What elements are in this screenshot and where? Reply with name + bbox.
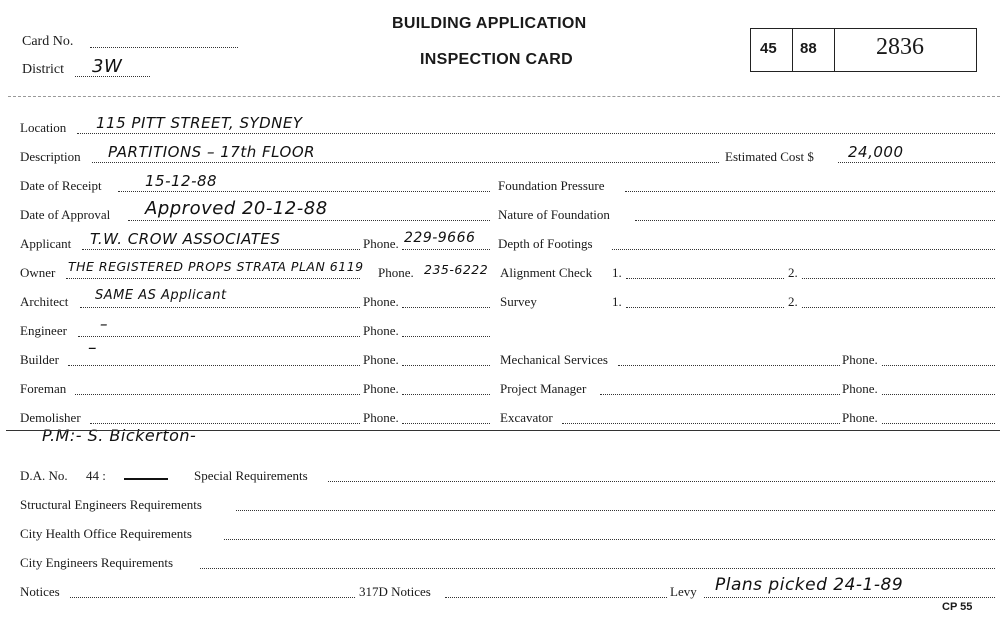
header-divider	[8, 96, 1000, 97]
foundation-pressure-label: Foundation Pressure	[498, 178, 605, 193]
pm-note: P.M:- S. Bickerton-	[42, 426, 197, 445]
foreman-phone-line	[402, 394, 490, 395]
district-line	[75, 76, 150, 77]
owner-value: THE REGISTERED PROPS STRATA PLAN 6119	[68, 259, 364, 274]
applicant-line	[82, 249, 360, 250]
applicant-label: Applicant	[20, 236, 72, 251]
location-value: 115 PITT STREET, SYDNEY	[96, 114, 303, 132]
builder-label: Builder	[20, 352, 59, 367]
city-engineers-label: City Engineers Requirements	[20, 555, 174, 570]
district-label: District	[22, 62, 64, 77]
project-manager-line	[600, 394, 840, 395]
architect-line	[80, 307, 360, 308]
owner-line	[66, 278, 360, 279]
architect-label: Architect	[20, 294, 69, 309]
special-requirements-line	[328, 481, 995, 482]
demolisher-phone-line	[402, 423, 490, 424]
demolisher-label: Demolisher	[20, 410, 81, 425]
excavator-line	[562, 423, 840, 424]
foreman-line	[75, 394, 360, 395]
box-b: 88	[800, 40, 817, 57]
foundation-pressure-line	[625, 191, 995, 192]
project-manager-label: Project Manager	[500, 381, 587, 396]
description-line	[92, 162, 719, 163]
levy-line	[704, 597, 995, 598]
card-no-label: Card No.	[22, 34, 74, 49]
owner-phone-value: 235-6222	[424, 262, 489, 277]
survey-2-line	[802, 307, 995, 308]
city-engineers-line	[200, 568, 995, 569]
da-label: D.A. No.	[20, 468, 68, 483]
engineer-phone-label: Phone.	[363, 323, 399, 338]
date-approval-value: Approved 20-12-88	[145, 198, 328, 219]
title-line2: INSPECTION CARD	[420, 51, 573, 68]
card-no-line	[90, 47, 238, 48]
engineer-label: Engineer	[20, 323, 67, 338]
demolisher-line	[90, 423, 360, 424]
excavator-label: Excavator	[500, 410, 553, 425]
survey-1-label: 1.	[612, 294, 622, 309]
location-label: Location	[20, 120, 67, 135]
health-label: City Health Office Requirements	[20, 526, 192, 541]
date-receipt-line	[118, 191, 490, 192]
notices-317d-label: 317D Notices	[359, 584, 431, 599]
notices-line	[70, 597, 355, 598]
owner-label: Owner	[20, 265, 56, 280]
da-handwritten-dash	[124, 478, 168, 480]
levy-label: Levy	[670, 584, 697, 599]
alignment-2-label: 2.	[788, 265, 798, 280]
survey-label: Survey	[500, 294, 537, 309]
mechanical-line	[618, 365, 840, 366]
architect-value: SAME AS Applicant	[95, 288, 227, 303]
foreman-label: Foreman	[20, 381, 67, 396]
form-code: CP 55	[942, 601, 973, 613]
structural-line	[236, 510, 995, 511]
special-requirements-label: Special Requirements	[194, 468, 308, 483]
notices-317d-line	[445, 597, 667, 598]
box-a: 45	[760, 40, 777, 57]
nature-foundation-line	[635, 220, 995, 221]
card-number-box	[750, 28, 977, 72]
architect-phone-line	[402, 307, 490, 308]
estimated-cost-value: 24,000	[848, 143, 904, 161]
project-manager-phone-line	[882, 394, 995, 395]
notices-label: Notices	[20, 584, 60, 599]
estimated-cost-label: Estimated Cost $	[725, 149, 814, 164]
estimated-cost-line	[838, 162, 995, 163]
health-line	[224, 539, 995, 540]
date-receipt-value: 15-12-88	[145, 172, 218, 190]
da-prefix: 44 :	[86, 468, 106, 483]
description-value: PARTITIONS – 17th FLOOR	[108, 143, 316, 161]
depth-footings-label: Depth of Footings	[498, 236, 593, 251]
excavator-phone-label: Phone.	[842, 410, 878, 425]
survey-1-line	[626, 307, 784, 308]
depth-footings-line	[612, 249, 995, 250]
alignment-2-line	[802, 278, 995, 279]
applicant-phone-value: 229-9666	[404, 230, 476, 246]
project-manager-phone-label: Phone.	[842, 381, 878, 396]
builder-phone-line	[402, 365, 490, 366]
survey-2-label: 2.	[788, 294, 798, 309]
date-approval-line	[128, 220, 490, 221]
levy-value: Plans picked 24-1-89	[715, 575, 904, 595]
excavator-phone-line	[882, 423, 995, 424]
nature-foundation-label: Nature of Foundation	[498, 207, 610, 222]
box-divider-2	[834, 28, 835, 72]
district-value: 3W	[92, 56, 123, 77]
owner-phone-label: Phone.	[378, 265, 414, 280]
title-line1: BUILDING APPLICATION	[392, 15, 587, 32]
engineer-line	[78, 336, 360, 337]
mechanical-phone-label: Phone.	[842, 352, 878, 367]
date-approval-label: Date of Approval	[20, 207, 111, 222]
section-divider	[6, 430, 1000, 431]
box-divider-1	[792, 28, 793, 72]
applicant-value: T.W. CROW ASSOCIATES	[90, 230, 281, 248]
architect-phone-label: Phone.	[363, 294, 399, 309]
applicant-phone-label: Phone.	[363, 236, 399, 251]
applicant-phone-line	[402, 249, 490, 250]
foreman-phone-label: Phone.	[363, 381, 399, 396]
engineer-phone-line	[402, 336, 490, 337]
demolisher-phone-label: Phone.	[363, 410, 399, 425]
alignment-1-line	[626, 278, 784, 279]
builder-line	[68, 365, 360, 366]
structural-label: Structural Engineers Requirements	[20, 497, 202, 512]
box-number: 2836	[876, 34, 924, 60]
mechanical-phone-line	[882, 365, 995, 366]
description-label: Description	[20, 149, 81, 164]
engineer-value: –	[100, 315, 108, 333]
date-receipt-label: Date of Receipt	[20, 178, 102, 193]
builder-phone-label: Phone.	[363, 352, 399, 367]
location-line	[77, 133, 995, 134]
alignment-1-label: 1.	[612, 265, 622, 280]
mechanical-label: Mechanical Services	[500, 352, 608, 367]
alignment-label: Alignment Check	[500, 265, 593, 280]
builder-value: –	[88, 338, 97, 358]
